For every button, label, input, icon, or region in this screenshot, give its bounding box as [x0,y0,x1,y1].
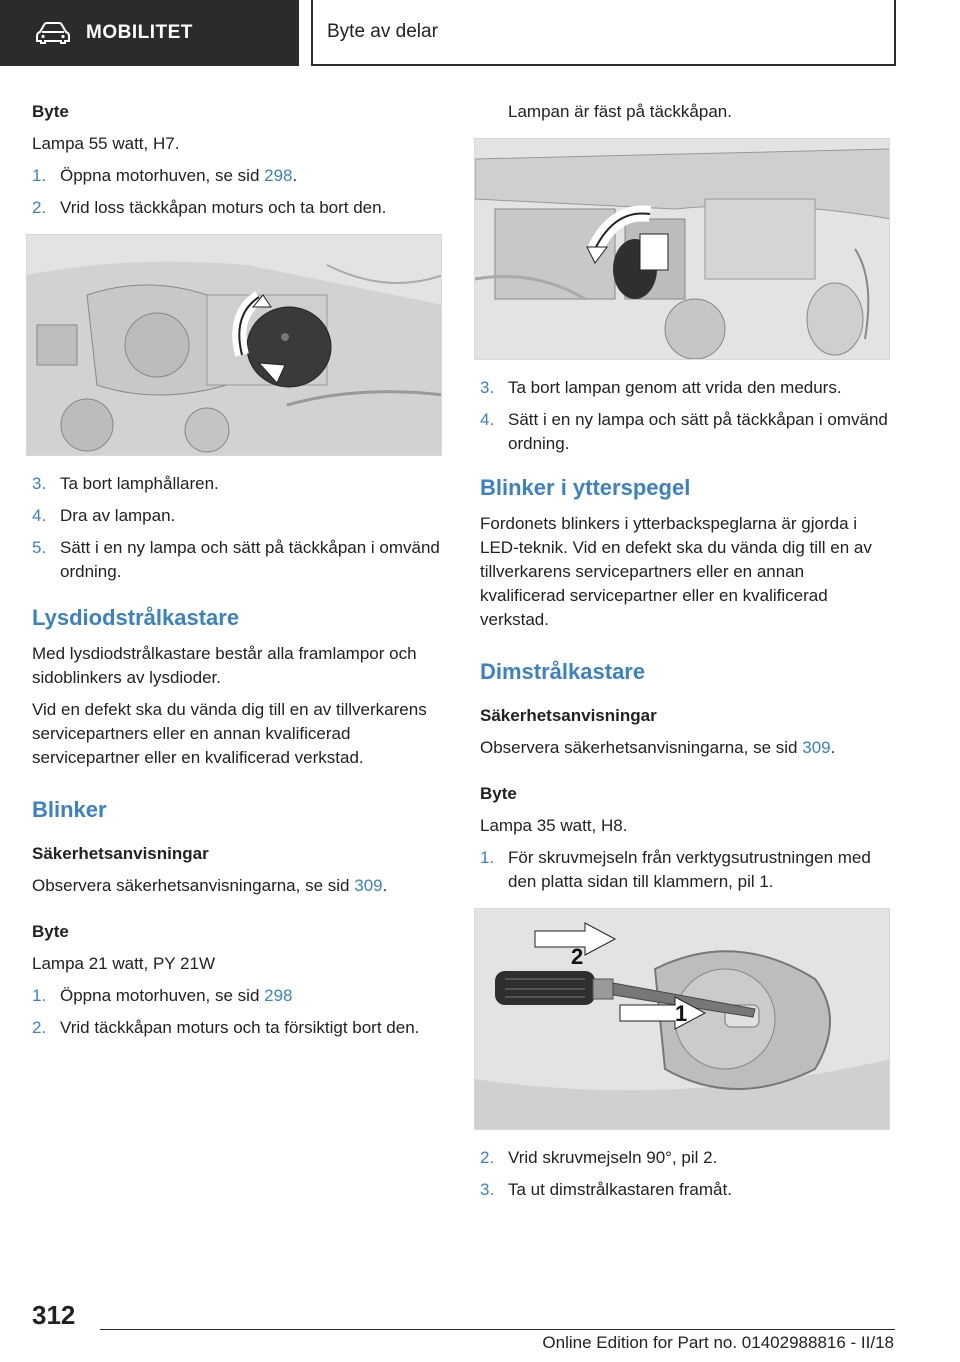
list-item [480,1146,892,1170]
step-text: Ta ut dimstrålkastaren framåt. [508,1180,732,1199]
fog-lamp-screwdriver-illustration [474,908,890,1130]
left-column [32,100,444,1048]
edition-text: Online Edition for Part no. 01402988816 - II/18 [542,1333,894,1352]
step-number: 5. [32,538,47,557]
list-item [480,376,892,400]
steps-list-d [480,376,892,456]
subsection-box [311,0,896,66]
byte-heading: Byte [480,784,517,803]
section-title-led: Lysdiodstrålkastare [32,605,240,630]
page-link[interactable]: 309 [802,738,831,757]
byte-text: Lampa 21 watt, PY 21W [32,954,216,973]
list-item [480,846,892,894]
steps-list-e [480,846,892,894]
step-text: Öppna motorhuven, se sid [60,986,265,1005]
led-paragraph-1: Med lysdiodstrålkastare består alla framlampor och sidoblinkers av lysdioder. [32,644,417,687]
list-item [480,1178,892,1202]
list-item [32,984,444,1008]
list-item [32,196,444,220]
step-text: Vrid loss täckkåpan moturs och ta bort den. [60,198,387,217]
footer-divider [100,1329,895,1330]
step-number: 1. [32,166,47,185]
list-item [32,536,444,584]
page-link[interactable]: 298 [264,986,293,1005]
step-text: Ta bort lampan genom att vrida den medurs. [508,378,842,397]
byte-text: Lampa 55 watt, H7. [32,134,180,153]
mirror-paragraph: Fordonets blinkers i ytterbackspeglarna är gjorda i LED-teknik. Vid en defekt ska du vända dig till en av tillverkarens servicepartners eller en annan kvalificerad servicepartner eller en kvalificerad verkstad. [480,514,872,629]
step-text: För skruvmejseln från verktygsutrustningen med den platta sidan till klammern, pil 1. [508,848,871,891]
step-number: 4. [480,410,495,429]
led-paragraph-2: Vid en defekt ska du vända dig till en av tillverkarens servicepartners eller en annan kvalificerad servicepartner eller en kvalificerad verkstad. [32,700,427,767]
section-title-fog-lamp: Dimstrålkastare [480,659,646,684]
list-item [32,1016,444,1040]
step-number: 4. [32,506,47,525]
step-number: 3. [480,1180,495,1199]
byte-heading: Byte [32,102,69,121]
bulb-cover-illustration [474,138,890,360]
arrow-label-2: 2 [571,944,584,969]
headlamp-cover-illustration [26,234,442,456]
byte-heading: Byte [32,922,69,941]
list-item [32,472,444,496]
step-text: Dra av lampan. [60,506,176,525]
list-item [32,504,444,528]
step-number: 1. [32,986,47,1005]
section-tab [0,0,299,66]
steps-list-f [480,1146,892,1202]
step-text: Vrid skruvmejseln 90°, pil 2. [508,1148,718,1167]
safety-heading: Säkerhetsanvisningar [32,844,209,863]
steps-list-b [32,472,444,584]
section-title: MOBILITET [86,22,193,43]
continuation-text: Lampan är fäst på täckkåpan. [508,102,732,121]
right-column [480,100,892,1210]
step-text: Sätt i en ny lampa och sätt på täckkåpan i omvänd ordning. [508,410,888,453]
step-number: 3. [32,474,47,493]
steps-list-a [32,164,444,220]
safety-heading: Säkerhetsanvisningar [480,706,657,725]
step-number: 1. [480,848,495,867]
step-number: 2. [480,1148,495,1167]
safety-text: Observera säkerhetsanvisningarna, se sid 309. [480,738,836,757]
byte-text: Lampa 35 watt, H8. [480,816,628,835]
step-number: 2. [32,1018,47,1037]
section-title-blinker: Blinker [32,797,107,822]
section-title-mirror-blinker: Blinker i ytterspegel [480,475,691,500]
page-link[interactable]: 309 [354,876,383,895]
car-icon [36,22,70,44]
list-item [480,408,892,456]
step-number: 2. [32,198,47,217]
arrow-label-1: 1 [675,1001,688,1026]
step-text: Öppna motorhuven, se sid [60,166,265,185]
step-number: 3. [480,378,495,397]
steps-list-c [32,984,444,1040]
page-header [0,0,960,66]
step-text: Vrid täckkåpan moturs och ta försiktigt bort den. [60,1018,420,1037]
step-text: Sätt i en ny lampa och sätt på täckkåpan i omvänd ordning. [60,538,440,581]
subsection-title: Byte av delar [327,21,438,42]
page-link[interactable]: 298 [264,166,293,185]
page-number: 312 [32,1300,76,1330]
step-text: Ta bort lamphållaren. [60,474,219,493]
safety-text: Observera säkerhetsanvisningarna, se sid 309. [32,876,388,895]
list-item: 1. Öppna motorhuven, se sid 298. [32,164,444,188]
